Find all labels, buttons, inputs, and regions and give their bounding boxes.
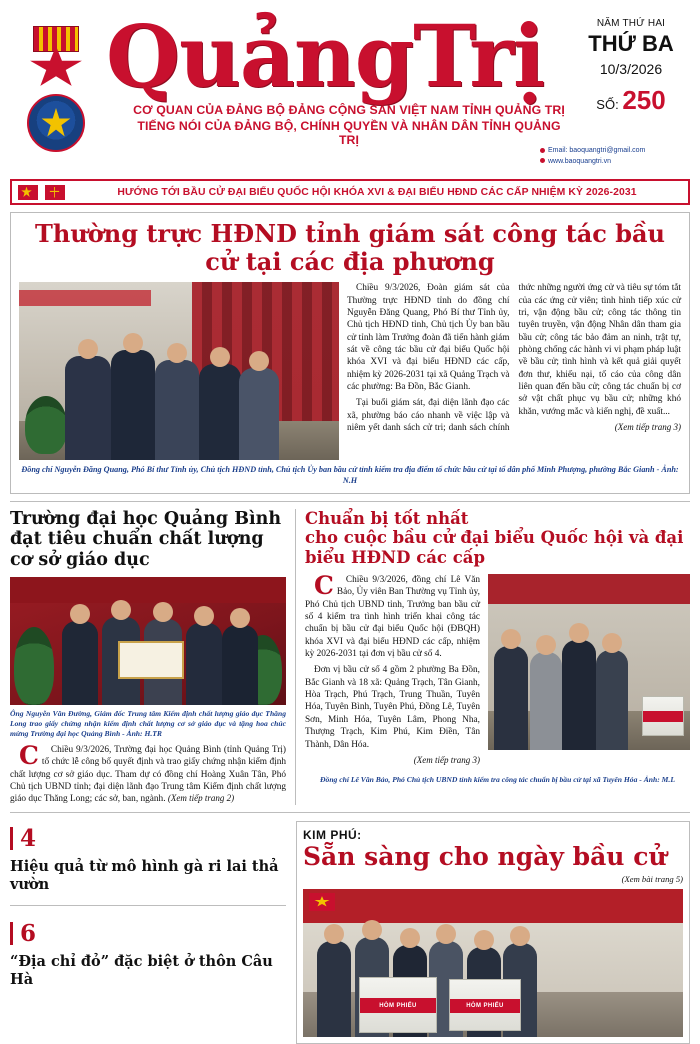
lead-caption-credit: - Ảnh: N.H: [342, 465, 679, 485]
kim-phu-feature: [296, 821, 690, 1043]
masthead-subtitle-1: CƠ QUAN CỦA ĐẢNG BỘ ĐẢNG CỘNG SẢN VIỆT NAM TỈNH QUẢNG TRỊ: [133, 103, 565, 118]
lead-see-more[interactable]: (Xem tiếp trang 3): [614, 422, 681, 433]
election-paragraph: Chiều 9/3/2026, đồng chí Lê Văn Bảo, Ủy viên Ban Thường vụ Tỉnh ủy, Phó Chủ tịch UBND tỉnh, Trưởng ban bầu cử số 4 kiểm tra tình hình triển khai công tác chuẩn bị bầu cử đại biểu Quốc hội (ĐBQH) khóa XVI và đại biểu HĐND các cấp, nhiệm kỳ 2026-2031 tại đơn vị bầu cử số 4.: [305, 574, 480, 660]
lead-paragraph: Tại buổi giám sát, đại diện lãnh đạo các xã, phường báo cáo nhanh về việc lập và niêm yết danh sách cử tri; danh sách chính thức những người ứng cử và tiêu sự tóm tắt của các ứng cử viên; tình hình tiếp xúc cử tri, vận động bầu cử; công tác thông tin tuyên truyền, vận động Nhân dân tham gia bầu cử; công tác bảo đảm an ninh, trật tự, phòng chống các hành vi vi phạm pháp luật về bầu cử; tình hình và kết quả giải quyết đơn thư, khiếu nại, tố cáo của công dân liên quan đến bầu cử; công tác chuẩn bị cơ sở vật chất phục vụ bầu cử; những khó khăn, vướng mắc và kiến nghị, đề xuất...: [347, 283, 681, 434]
ballot-box-preparation-photo: [303, 889, 683, 1037]
bottom-section: [10, 821, 690, 1043]
lead-headline[interactable]: Thường trực HĐND tỉnh giám sát công tác bầu cử tại các địa phương: [34, 219, 665, 276]
teaser-text[interactable]: “Địa chỉ đỏ” đặc biệt ở thôn Câu Hà: [10, 952, 273, 988]
election-headline-line2[interactable]: cho cuộc bầu cử đại biểu Quốc hội và đại biểu HĐND các cấp: [305, 528, 684, 568]
teaser-text[interactable]: Hiệu quả từ mô hình gà ri lai thả vườn: [10, 858, 279, 894]
vietnam-flag-icon: [18, 185, 38, 200]
election-banner: [10, 179, 690, 205]
university-see-more[interactable]: (Xem tiếp trang 2): [167, 793, 235, 804]
bullet-icon: [540, 158, 545, 163]
masthead: [10, 8, 690, 173]
lead-photo-inspection: [19, 282, 339, 460]
election-headline-line1[interactable]: Chuẩn bị tốt nhất: [305, 508, 469, 528]
university-caption: [10, 709, 286, 739]
university-caption-text: Ông Nguyễn Văn Đường, Giám đốc Trung tâm Kiểm định chất lượng giáo dục Thăng Long trao giấy chứng nhận kiểm định chất lượng cơ sở giáo dục và tặng hoa chúc mừng Trường đại học Quảng Bình: [10, 709, 286, 739]
university-caption-credit: - Ảnh: H.TR: [122, 729, 162, 739]
election-body-row: [305, 570, 690, 771]
issue-date: 10/3/2026: [599, 61, 663, 77]
election-paragraph: Đơn vị bầu cử số 4 gồm 2 phường Ba Đồn, Bắc Gianh và 18 xã: Quảng Trạch, Tân Gianh, Hòa Trạch, Phú Trạch, Trung Thuần, Tuyên Hóa, Tuyên Bình, Tuyên Phú, Đồng Lê, Tuyên Sơn, Minh Hóa, Tuyên Lâm, Phong Nha, Thượng Trạch, Kim Phú, Kim Điền, Tân Thành, Dân Hóa.: [305, 665, 480, 750]
issue-weekday: THỨ BA: [588, 31, 674, 56]
column-divider: [295, 509, 296, 806]
dropcap: C: [19, 741, 39, 770]
university-headline-line2[interactable]: đạt tiêu chuẩn chất lượng cơ sở giáo dục: [10, 529, 264, 570]
university-headline-line1[interactable]: Trường đại học Quảng Bình: [10, 508, 282, 529]
party-seal-icon: [27, 94, 85, 152]
banner-text: HƯỚNG TỚI BẦU CỬ ĐẠI BIỂU QUỐC HỘI KHÓA XVI & ĐẠI BIỂU HĐND CÁC CẤP NHIỆM KỲ 2026-2031: [117, 186, 637, 198]
lead-caption: [19, 465, 681, 486]
lead-paragraph: Chiều 9/3/2026, Đoàn giám sát của Thường trực HĐND tỉnh do đồng chí Nguyễn Đăng Quang, Phó Bí thư Tỉnh ủy, Chủ tịch HĐND tỉnh, Chủ tịch Ủy ban bầu cử tỉnh làm Trưởng đoàn đã tiến hành giám sát về công tác bầu cử đại biểu Quốc hội khóa XVI và đại biểu HĐND các cấp, nhiệm kỳ 2026-2031 tại xã Quảng Trạch và các phường: Ba Đồn, Bắc Gianh.: [347, 283, 510, 393]
page-title: QuảngTrị: [106, 7, 545, 107]
lead-caption-text: Đồng chí Nguyễn Đăng Quang, Phó Bí thư Tỉnh ủy, Chủ tịch HĐND tỉnh, Chủ tịch Ủy ban bầu cử tỉnh kiểm tra địa điểm tổ chức bầu cử tại tổ dân phố Minh Phượng, phường Bắc Gianh: [21, 465, 655, 475]
divider: [10, 812, 690, 813]
communist-party-flag-icon: [45, 185, 65, 200]
list-item[interactable]: [10, 821, 286, 905]
election-caption: [305, 775, 690, 785]
election-text: [305, 570, 480, 771]
election-caption-credit: - Ảnh: M.L: [639, 774, 675, 784]
kim-phu-headline[interactable]: Sẵn sàng cho ngày bầu cử: [303, 842, 667, 872]
kim-phu-see-more[interactable]: (Xem bài trang 5): [621, 873, 683, 884]
issue-year-label: NĂM THỨ HAI: [596, 18, 666, 29]
title-block: [102, 8, 572, 147]
ballot-box-label: HÒM PHIẾU: [379, 1002, 417, 1009]
contact-website[interactable]: www.baoquangtri.vn: [548, 157, 612, 165]
university-body-text: Chiều 9/3/2026, Trường đại học Quảng Bình (tỉnh Quảng Trị) tổ chức lễ công bố quyết định và trao giấy chứng nhận kiểm định chất lượng cơ sở giáo dục. Tham dự có đồng chí Hoàng Xuân Tân, Phó Chủ tịch UBND tỉnh; đại diện lãnh đạo Trung tâm Kiểm định chất lượng giáo dục Thăng Long; các sở, ban, ngành.: [10, 745, 286, 805]
divider: [10, 905, 286, 906]
lead-article: [10, 212, 690, 494]
ballot-box-label: HÒM PHIẾU: [466, 1002, 504, 1009]
contact-info: [540, 146, 690, 167]
teaser-page-number: 4: [10, 827, 36, 850]
dropcap: C: [314, 570, 334, 600]
election-see-more[interactable]: (Xem tiếp trang 3): [413, 754, 480, 765]
kim-phu-label: KIM PHÚ:: [303, 828, 362, 843]
article-election: [305, 509, 690, 806]
award-ceremony-photo: [10, 577, 286, 705]
divider: [10, 501, 690, 502]
issue-number-label: SỐ:: [596, 97, 619, 112]
middle-section: [10, 509, 690, 806]
teaser-list: [10, 821, 286, 1043]
teaser-page-number: 6: [10, 922, 36, 945]
bullet-icon: [540, 148, 545, 153]
medal-icon: [25, 26, 87, 88]
emblem-group: [10, 8, 102, 152]
lead-body: [19, 282, 681, 460]
official-inspection-photo: [488, 574, 690, 750]
university-body: [10, 741, 286, 805]
list-item[interactable]: [10, 916, 286, 989]
lead-text-columns: [347, 282, 681, 460]
masthead-subtitle-2: TIẾNG NÓI CỦA ĐẢNG BỘ, CHÍNH QUYỀN VÀ NHÂN DÂN TỈNH QUẢNG TRỊ: [137, 119, 561, 148]
contact-email: Email: baoquangtri@gmail.com: [548, 147, 646, 154]
election-caption-text: Đồng chí Lê Văn Bảo, Phó Chủ tịch UBND tỉnh kiểm tra công tác chuẩn bị bầu cử tại xã Tuyên Hóa: [320, 774, 638, 784]
issue-number: 250: [622, 85, 666, 115]
issue-number-wrap: [572, 85, 690, 116]
issue-info: [572, 8, 690, 116]
article-university: [10, 509, 286, 806]
